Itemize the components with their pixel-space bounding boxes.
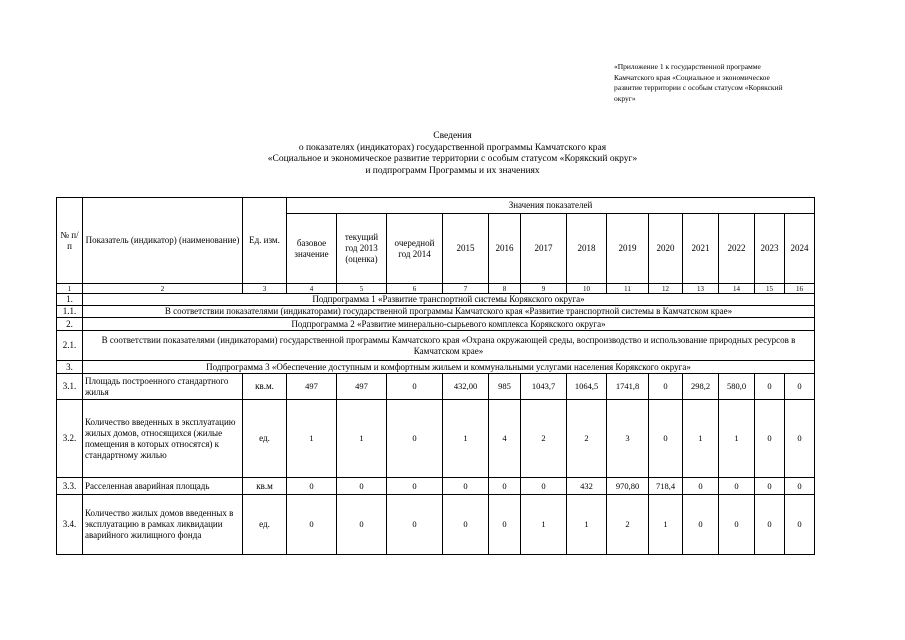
subprogram-title: Подпрограмма 2 «Развитие минерально-сырьевого комплекса Корякского округа» <box>83 318 815 331</box>
subprogram-row <box>57 306 815 318</box>
table-row <box>57 495 815 555</box>
indicator-value: 0 <box>387 495 443 555</box>
appendix-line: развитие территории с особым статусом «Корякский <box>614 83 783 92</box>
indicator-value: 432 <box>567 478 607 495</box>
indicator-value: 298,2 <box>683 374 719 400</box>
indicators-table <box>56 197 815 555</box>
indicator-value: 0 <box>719 495 755 555</box>
document-heading <box>0 131 905 177</box>
indicator-value: 497 <box>287 374 337 400</box>
header-col: 2019 <box>607 214 649 284</box>
indicator-value: 0 <box>755 478 785 495</box>
subprogram-row <box>57 331 815 361</box>
index-cell: 3 <box>243 284 287 294</box>
subprogram-title: В соответствии показателями (индикаторами) государственной программы Камчатского края «Охрана окружающей среды, воспроизводство и использование природных ресурсов в Камчатском крае» <box>83 331 815 361</box>
subprogram-title: Подпрограмма 3 «Обеспечение доступным и комфортным жильем и коммунальными услугами населения Корякского округа» <box>83 361 815 374</box>
indicator-value: 0 <box>287 495 337 555</box>
indicator-value: 1 <box>649 495 683 555</box>
indicator-value: 718,4 <box>649 478 683 495</box>
table-body <box>57 198 815 555</box>
header-col: 2018 <box>567 214 607 284</box>
subprogram-row <box>57 318 815 331</box>
row-number: 1. <box>57 294 83 306</box>
row-number: 3.1. <box>57 374 83 400</box>
appendix-line: «Приложение 1 к государственной программе <box>614 62 761 71</box>
indicator-value: 1043,7 <box>521 374 567 400</box>
indicator-name: Расселенная аварийная площадь <box>83 478 243 495</box>
header-col: базовое значение <box>287 214 337 284</box>
index-cell: 14 <box>719 284 755 294</box>
index-cell: 8 <box>489 284 521 294</box>
subprogram-title: В соответствии показателями (индикаторами) государственной программы Камчатского края «Развитие транспортной системы в Камчатском крае» <box>83 306 815 318</box>
index-cell: 9 <box>521 284 567 294</box>
indicator-value: 1 <box>567 495 607 555</box>
indicator-value: 3 <box>607 400 649 478</box>
heading-line: о показателях (индикаторах) государственной программы Камчатского края <box>298 142 607 153</box>
indicator-name: Количество введенных в эксплуатацию жилых домов, относящихся (жилые помещения в которых относятся) к стандартному жилью <box>83 400 243 478</box>
document-title: Сведения <box>433 131 472 141</box>
indicator-value: 580,0 <box>719 374 755 400</box>
indicator-value: 1 <box>287 400 337 478</box>
row-number: 3.2. <box>57 400 83 478</box>
indicator-value: 1064,5 <box>567 374 607 400</box>
indicator-value: 0 <box>443 478 489 495</box>
indicator-value: 0 <box>489 495 521 555</box>
indicator-value: 0 <box>683 495 719 555</box>
header-num: № п/п <box>57 198 83 284</box>
indicator-value: 0 <box>387 374 443 400</box>
indicator-value: 497 <box>337 374 387 400</box>
index-cell: 11 <box>607 284 649 294</box>
indicator-value: 0 <box>443 495 489 555</box>
row-number: 3.4. <box>57 495 83 555</box>
appendix-note <box>614 62 824 104</box>
indicator-value: 0 <box>785 495 815 555</box>
header-col: 2020 <box>649 214 683 284</box>
heading-line: и подпрограмм Программы и их значениях <box>365 165 540 176</box>
index-cell: 16 <box>785 284 815 294</box>
indicator-value: 1 <box>337 400 387 478</box>
heading-line: «Социальное и экономическое развитие территории с особым статусом «Корякский округ» <box>267 154 638 164</box>
appendix-line: округ» <box>614 93 636 103</box>
header-indicator: Показатель (индикатор) (наименование) <box>83 198 243 284</box>
indicator-unit: ед. <box>243 495 287 555</box>
indicator-value: 1 <box>443 400 489 478</box>
row-number: 3. <box>57 361 83 374</box>
indicator-unit: кв.м <box>243 478 287 495</box>
indicator-value: 0 <box>785 374 815 400</box>
index-cell: 12 <box>649 284 683 294</box>
row-number: 1.1. <box>57 306 83 318</box>
indicator-unit: ед. <box>243 400 287 478</box>
indicator-value: 0 <box>755 495 785 555</box>
subprogram-row <box>57 361 815 374</box>
header-col: 2024 <box>785 214 815 284</box>
header-col: 2022 <box>719 214 755 284</box>
header-col: 2023 <box>755 214 785 284</box>
header-unit: Ед. изм. <box>243 198 287 284</box>
indicator-value: 2 <box>567 400 607 478</box>
indicator-value: 0 <box>489 478 521 495</box>
indicator-value: 0 <box>521 478 567 495</box>
indicator-value: 0 <box>337 478 387 495</box>
index-cell: 6 <box>387 284 443 294</box>
indicator-value: 1741,8 <box>607 374 649 400</box>
header-col: текущий год 2013 (оценка) <box>337 214 387 284</box>
index-cell: 1 <box>57 284 83 294</box>
indicator-value: 0 <box>755 400 785 478</box>
table-row <box>57 478 815 495</box>
indicator-value: 1 <box>521 495 567 555</box>
indicator-value: 0 <box>785 400 815 478</box>
indicator-value: 2 <box>607 495 649 555</box>
table-row <box>57 400 815 478</box>
index-cell: 10 <box>567 284 607 294</box>
header-col: 2017 <box>521 214 567 284</box>
indicator-value: 2 <box>521 400 567 478</box>
index-cell: 15 <box>755 284 785 294</box>
indicator-value: 0 <box>649 400 683 478</box>
header-col: 2021 <box>683 214 719 284</box>
row-number: 2. <box>57 318 83 331</box>
appendix-line: Камчатского края «Социальное и экономическое <box>614 72 770 82</box>
header-values-group: Значения показателей <box>287 198 815 214</box>
index-cell: 5 <box>337 284 387 294</box>
indicator-value: 432,00 <box>443 374 489 400</box>
subprogram-title: Подпрограмма 1 «Развитие транспортной системы Корякского округа» <box>83 294 815 306</box>
row-number: 3.3. <box>57 478 83 495</box>
index-cell: 4 <box>287 284 337 294</box>
indicator-value: 0 <box>755 374 785 400</box>
index-cell: 13 <box>683 284 719 294</box>
indicator-value: 0 <box>719 478 755 495</box>
header-col: 2016 <box>489 214 521 284</box>
indicator-value: 4 <box>489 400 521 478</box>
indicator-value: 0 <box>387 478 443 495</box>
indicator-value: 0 <box>683 478 719 495</box>
index-cell: 7 <box>443 284 489 294</box>
header-col: очередной год 2014 <box>387 214 443 284</box>
indicator-name: Количество жилых домов введенных в эксплуатацию в рамках ликвидации аварийного жилищного фонда <box>83 495 243 555</box>
header-col: 2015 <box>443 214 489 284</box>
header-row <box>57 198 815 214</box>
table-row <box>57 374 815 400</box>
indicator-value: 0 <box>387 400 443 478</box>
index-cell: 2 <box>83 284 243 294</box>
row-number: 2.1. <box>57 331 83 361</box>
indicator-value: 0 <box>785 478 815 495</box>
index-row <box>57 284 815 294</box>
subprogram-row <box>57 294 815 306</box>
indicator-unit: кв.м. <box>243 374 287 400</box>
indicator-value: 1 <box>719 400 755 478</box>
indicator-value: 985 <box>489 374 521 400</box>
indicator-value: 0 <box>649 374 683 400</box>
indicator-value: 0 <box>287 478 337 495</box>
indicator-name: Площадь построенного стандартного жилья <box>83 374 243 400</box>
indicator-value: 970,80 <box>607 478 649 495</box>
indicator-value: 1 <box>683 400 719 478</box>
indicator-value: 0 <box>337 495 387 555</box>
